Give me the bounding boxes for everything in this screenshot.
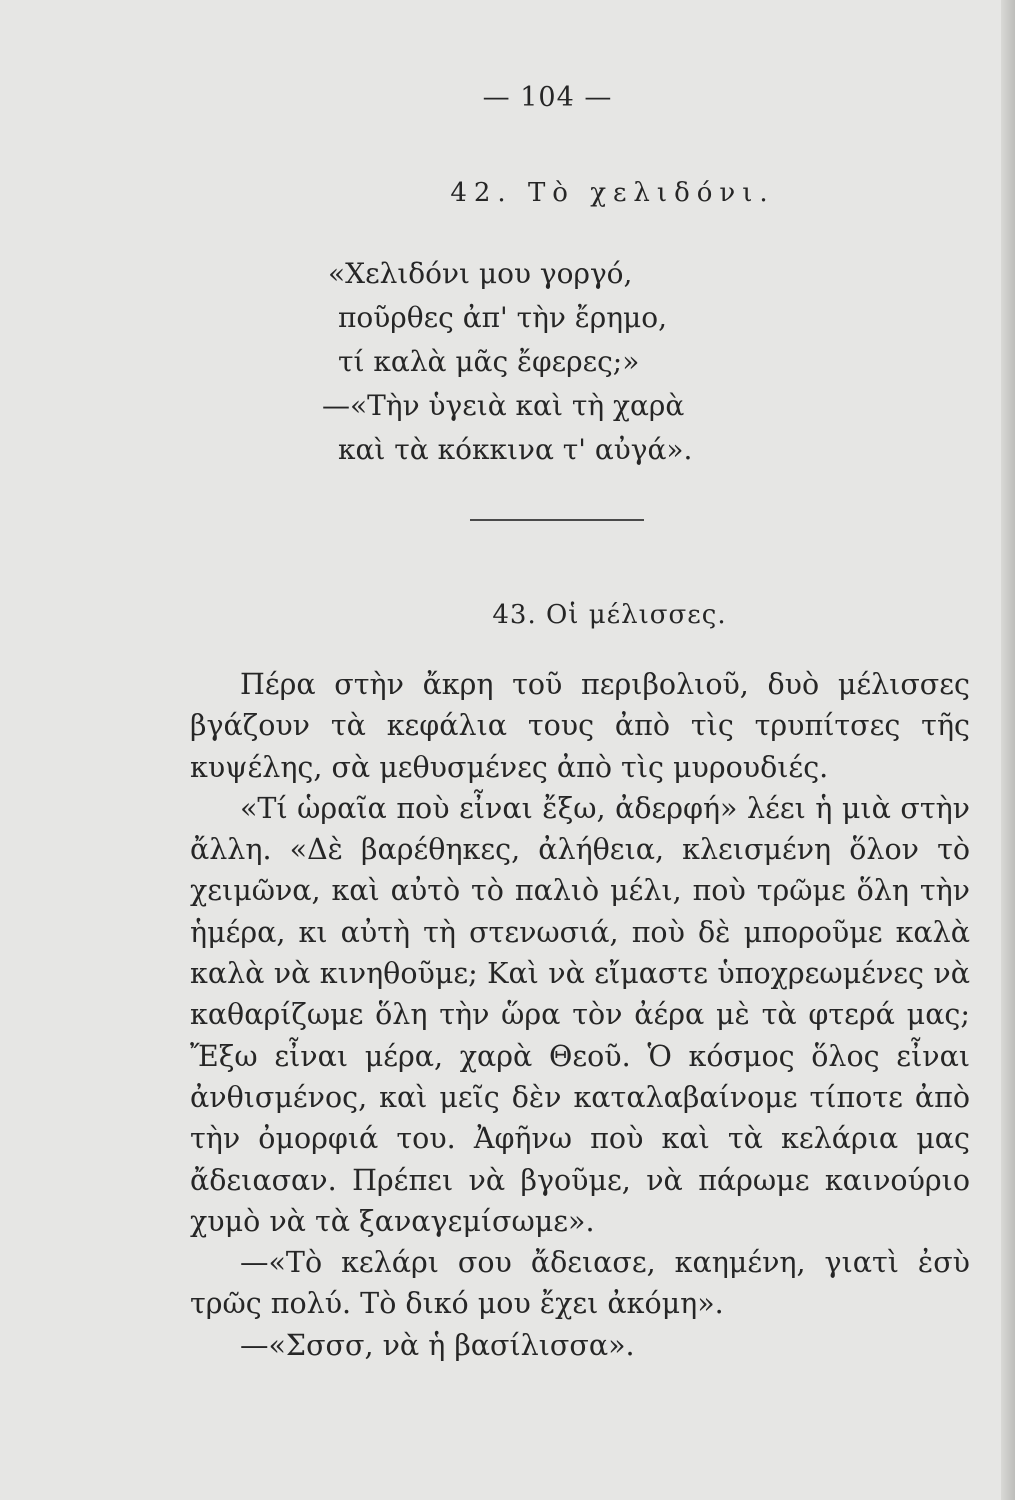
section-title-swallow: 42. Τὸ χελιδόνι.	[450, 178, 775, 208]
section-title-bees: 43. Οἱ μέλισσες.	[492, 600, 727, 630]
poem	[322, 252, 693, 472]
poem-line: τί καλὰ μᾶς ἔφερες;»	[338, 345, 640, 378]
story-text	[190, 664, 970, 1366]
section-separator	[470, 519, 644, 521]
poem-line: καὶ τὰ κόκκινα τ' αὐγά».	[338, 433, 693, 466]
poem-line: «Χελιδόνι μου γοργό,	[328, 257, 633, 290]
poem-line: ποῦρθες ἀπ' τὴν ἔρημο,	[338, 301, 667, 334]
page-number: — 104 —	[482, 82, 613, 113]
paragraph: «Τί ὡραῖα ποὺ εἶναι ἔξω, ἀδερφή» λέει ἡ μιὰ στὴν ἄλλη. «Δὲ βαρέθηκες, ἀλήθεια, κλεισμένη ὅλον τὸ χειμῶνα, καὶ αὐτὸ τὸ παλιὸ μέλι, ποὺ τρῶμε ὅλη τὴν ἡμέρα, κι αὐτὴ τὴ στενωσιά, ποὺ δὲ μποροῦμε καλὰ καλὰ νὰ κινηθοῦμε; Καὶ νὰ εἴμαστε ὑποχρεωμένες νὰ καθαρίζωμε ὅλη τὴν ὥρα τὸν ἀέρα μὲ τὰ φτερά μας; Ἔξω εἶναι μέρα, χαρὰ Θεοῦ. Ὁ κόσμος ὅλος εἶναι ἀνθισμένος, καὶ μεῖς δὲν καταλαβαίνομε τίποτε ἀπὸ τὴν ὀμορφιά του. Ἀφῆνω ποὺ καὶ τὰ κελάρια μας ἄδειασαν. Πρέπει νὰ βγοῦμε, νὰ πάρωμε καινούριο χυμὸ νὰ τὰ ξαναγεμίσωμε».	[190, 791, 970, 1238]
paragraph: Πέρα στὴν ἄκρη τοῦ περιβολιοῦ, δυὸ μέλισσες βγάζουν τὰ κεφάλια τους ἀπὸ τὶς τρυπίτσες τῆς κυψέλης, σὰ μεθυσμένες ἀπὸ τὶς μυρουδιές.	[190, 668, 970, 784]
paragraph: —«Τὸ κελάρι σου ἄδειασε, καημένη, γιατὶ ἐσὺ τρῶς πολύ. Τὸ δικό μου ἔχει ἀκόμη».	[190, 1246, 970, 1321]
poem-line: —«Τὴν ὑγειὰ καὶ τὴ χαρὰ	[322, 389, 685, 422]
paragraph: —«Σσσσ, νὰ ἡ βασίλισσα».	[240, 1328, 635, 1362]
page-edge	[1001, 0, 1015, 1500]
